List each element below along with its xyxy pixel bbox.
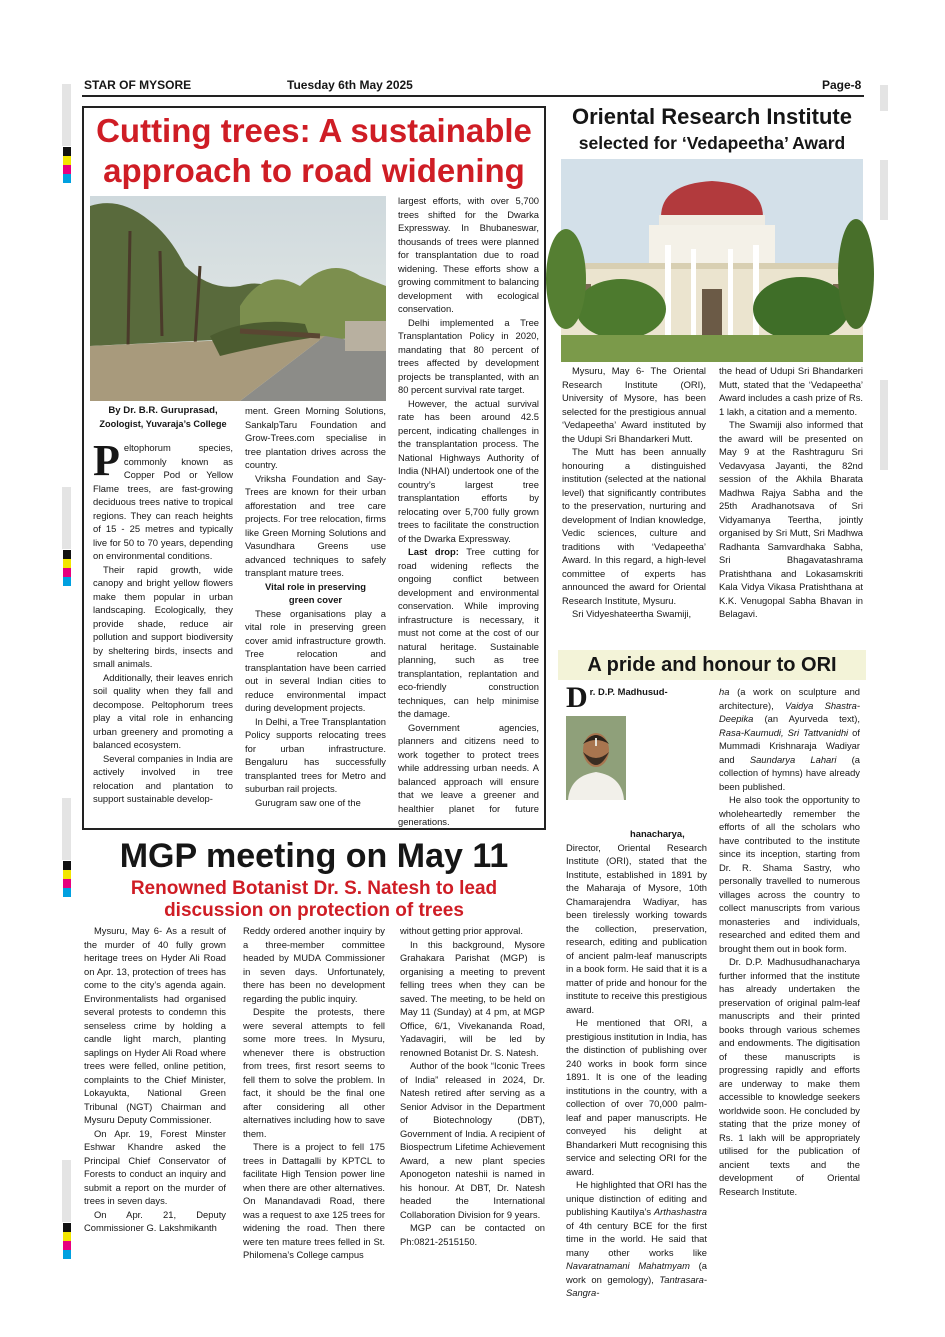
subhead-line: Renowned Botanist Dr. S. Natesh to lead [130,878,498,899]
registration-mark-cyan [63,577,71,586]
photo-doorway [702,289,722,335]
paragraph: On Apr. 21, Deputy Commissioner G. Lakshmikanth [84,1208,226,1233]
ori-building-photo [561,159,863,362]
paragraph: However, the actual survival rate has been around 42.5 percent, indicating challenges in the transplantation process. The National Highways Authority of India (NHAI) undertook one of the country’s largest tree transplantation efforts by relocating over 5,700 fully grown trees to facilitate the construction of the Dwarka Expressway. [398,397,539,544]
byline-name: By Dr. B.R. Guruprasad, [108,405,218,416]
photo-tree [576,279,666,339]
print-margin-strip-mid [62,487,71,549]
paragraph: Mysuru, May 6- As a result of the murder of 40 fully grown heritage trees on Hyder Ali Road on Apr. 13, protection of trees has come to the city’s agenda again. Environmentalists had organised several protests to condemn this senseless crime by holding a candle light march, planting saplings on Hyder Ali Road where trees were felled, online petition, complaints to the Chief Minister, Lokayukta, National Green Tribunal (NGT) Chairman and Mysuru Deputy Commissioner. [84,925,226,1125]
paragraph: MGP can be contacted on Ph:0821-2515150. [400,1222,545,1247]
paragraph: the head of Udupi Sri Bhandarkeri Mutt, stated that the ‘Vedapeetha’ Award includes a cash prize of Rs. 1 lakh, a citation and a memento. [719,365,863,417]
subhead-line: discussion on protection of trees [164,900,464,921]
photo-column [665,245,671,335]
registration-mark-magenta [63,568,71,577]
paragraph: Despite the protests, there were several attempts to fell some more trees. In Mysuru, whenever there is obstruction from trees, first resort seems to fell them to solve the problem. In fact, it should be the final one after considering all other alternatives including how to save them. [243,1006,385,1139]
headline-mgp-meeting: MGP meeting on May 11 [119,837,509,875]
photo-column [691,249,696,335]
paragraph: Gurugram saw one of the [255,796,361,808]
registration-mark-black [63,550,71,559]
right-margin-strip [880,380,888,470]
article1-column-3 [398,194,539,827]
photo-lawn [561,335,863,362]
portrait-float [566,715,630,827]
paragraph: Sri Vidyeshateertha Swamiji, [572,608,692,619]
paragraph: Last drop: Tree cutting for road widening reflects the ongoing conflict between development and environmental conservation. While improving infrastructure is necessary, it must not come at the cost of our natural heritage. Sustainable planning, such as tree transplantation, replantation and eco-friendly construction techniques, can help minimise the damage. [398,546,539,719]
article3-column-2 [719,364,863,644]
paragraph: Mysuru, May 6- The Oriental Research Institute (ORI), University of Mysore, has been selected for the prestigious annual ‘Vedapeetha’ Award instituted by the Udupi Sri Bhandarkeri Mutt. [562,365,706,444]
paragraph: Reddy ordered another inquiry by a three-member committee headed by MUDA Commissioner in seven days. Unfortunately, there has been no development regarding the public inquiry. [243,925,385,1004]
registration-mark-yellow [63,156,71,165]
photo-wall [345,321,386,351]
dropcap: D [566,681,588,714]
paragraph: The Mutt has been annually honouring a distinguished institution (selected at the national level) that significantly contributes to the preservation, nurturing and development of Indian knowledge, Vedic sciences, culture and traditions with ‘Vedapeetha’ Award. In this regard, a high-level committee of experts has announced the award for Oriental Research Institute, Mysuru. [562,446,706,606]
article3-column-1 [562,364,706,644]
paragraph: There is a project to fell 175 trees in Dattagalli by KPTCL to facilitate High Tension power line when there are other alternatives. On Manandavadi Road, there was a request to axe 125 trees for widening the road. Then there were ten mature trees felled in St. Philomena’s College campus [243,1141,385,1260]
paragraph: In this background, Mysore Grahakara Parishat (MGP) is organising a meeting to prevent felling trees when they can be saved. The meeting, to be held on May 11 (Sunday) at 4 pm, at MGP Office, 6/1, Vivekananda Road, Yadavagiri, will be led by renowned Botanist Dr. S. Natesh. [400,938,545,1058]
registration-mark-cyan [63,888,71,897]
paragraph: Government agencies, planners and citizens need to work together to protect trees while addressing urban needs. A balanced approach will ensure that we leave a greener and healthier planet for future generations. [398,721,539,827]
registration-mark-magenta [63,165,71,174]
registration-mark-cyan [63,174,71,183]
article2-column-1 [84,924,226,1264]
registration-mark-cyan [63,1250,71,1259]
dropcap: P [93,436,120,485]
right-margin-strip [880,160,888,220]
photo-dome-drum [659,215,765,225]
registration-mark-black [63,147,71,156]
article2-column-3 [400,924,545,1264]
headline-line: selected for ‘Vedapeetha’ Award [578,133,846,153]
article4-column-1 [566,681,707,1298]
photo-tree [546,229,586,329]
article4-column-2 [719,685,860,1250]
paragraph: On Apr. 19, Forest Minster Eshwar Khandre asked the Principal Chief Conservator of Forests to conduct an inquiry and submit a report on the murder of trees in seven days. [84,1127,226,1206]
article1-column-2 [245,404,386,824]
paragraph: ment. Green Morning Solutions, SankalpTaru Foundation and Grow-Trees.com specialise in tree plantation drives across the country. [245,405,386,470]
headline-line: Oriental Research Institute [572,104,852,129]
headline-pride-honour: A pride and honour to ORI [558,650,866,680]
paragraph: ha (a work on sculpture and architecture), Vaidya Shastra-Deepika (an Ayurveda text), Rasa-Kaumudi, Sri Tattvanidhi of Mummadi Krishnaraja Wadiyar and Saundarya Lahari (a collection of hymns) have already been published. [719,686,861,792]
registration-mark-yellow [63,870,71,879]
headline-line: approach to road widening [103,152,525,189]
registration-mark-black [63,1223,71,1232]
photo-roofline [561,263,863,269]
article1-column-1 [93,404,233,824]
paragraph: Dr. D.P. Madhusudhanacharya further informed that the institute has already undertaken the preservation of original palm-leaf manuscripts and their printed books through various schemes and endowments. The digitisation of these manuscripts is progressing rapidly and efforts are underway to make them accessible to knowledge seekers worldwide soon. He concluded by stating that the prize money of Rs. 1 lakh will be appropriately utilised for the publication of ancient texts and the development of Oriental Research Institute. [719,956,860,1197]
paragraph: Delhi implemented a Tree Transplantation Policy in 2020, mandating that 80 percent of trees affected by development projects be transplanted, with an 80 percent survival rate target. [398,316,539,395]
headline-line: Cutting trees: A sustainable [96,112,532,149]
print-margin-strip-lower [62,798,71,860]
print-margin-strip-bottom [62,1160,71,1222]
registration-mark-magenta [63,879,71,888]
page-number: Page-8 [822,78,862,92]
paragraph: largest efforts, with over 5,700 trees shifted for the Dwarka Expressway. In Bhubaneswar, thousands of trees were planned for transplantation due to road widening. These efforts show a growing commitment to balancing development with ecological conservation. [398,195,539,314]
photo-tree [838,219,874,329]
paragraph: Additionally, their leaves enrich soil quality when they fall and decompose. Peltophorum trees play a vital role in enhancing urban greenery and promoting a balanced ecosystem. [93,671,233,750]
headline-cutting-trees [84,111,544,191]
subhead-mgp-meeting [84,878,544,922]
right-margin-strip [880,85,888,111]
photo-column [728,249,733,335]
byline-role: Zoologist, Yuvaraja’s College [99,418,227,429]
subheading: Vital role in preserving green cover [265,580,366,605]
paragraph: without getting prior approval. [400,925,523,936]
registration-mark-magenta [63,1241,71,1250]
registration-mark-yellow [63,1232,71,1241]
registration-mark-yellow [63,559,71,568]
paragraph: Dr. D.P. Madhusud- hanacharya, Director, Oriental Research Institute (ORI), stated that the Institute, established in 1891 by the Maharaja of Mysore, 10th Chamarajendra Wadiyar, has been tirelessly working towards the collection, preservation, research, editing and publication of ancient palm-leaf manuscripts in a book form. He said that it is a matter of pride and honour for the institute to receive this prestigious award. [566,681,707,1015]
felled-trees-photo [90,196,386,401]
paragraph: Several companies in India are actively involved in tree relocation and plantation to support sustainable develop- [93,752,233,804]
newspaper-name: STAR OF MYSORE [84,78,192,92]
paragraph: These organisations play a vital role in preserving green cover amid infrastructure growth. Tree relocation and transplantation have been carried out in several Indian cities to reduce environmental impact during development projects. [245,607,386,713]
paragraph: The Swamiji also informed that the award will be presented on May 9 at the Rashtraguru Sri Vedavyasa Jayanti, the 82nd session of the Akhila Bharata Madhwa Rajya Sabha and the 25th Aradhanotsava of Sri Vidyamanya Teertha, jointly organised by Sri Mutt, Sri Madhwa Radhanta Samvardhaka Sabha, Sri Bhagavatashrama Pratishthana and Lokasamskriti Kala Vidya Vikasa Pratishthana at K.K. Venugopal Sabha Bhavan in Belagavi. [719,419,863,619]
paragraph: Vriksha Foundation and Say-Trees are known for their urban afforestation and tree care projects. For tree relocation, firms like Green Morning Solutions and Vasundhara Greens use advanced techniques to safely transplant mature trees. [245,472,386,578]
registration-mark-black [63,861,71,870]
photo-tree [753,277,849,341]
lead-in: Last drop: [408,546,459,557]
paragraph: He also took the opportunity to wholeheartedly remember the efforts of all the scholars who have contributed to the institute since its inception, starting from Dr. R. Shama Sastry, who personally travelled to numerous villages across the country to collect manuscripts from various monasteries and individuals, researched and edited them and brought them out in book form. [719,794,860,954]
masthead-rule [82,95,864,97]
paragraph: Author of the book “Iconic Trees of India” released in 2024, Dr. Natesh retired after serving as a Senior Advisor in the Department of Biotechnology (DBT), Government of India. A recipient of Biospectrum Lifetime Achievement Award, a new plant species Aponogeton nateshii is named in his honour. At DBT, Dr. Natesh headed the International Collaboration Division for 9 years. [400,1060,545,1220]
paragraph: Their rapid growth, wide canopy and bright yellow flowers make them popular in urban landscaping. Ecologically, they provide shade, reduce air pollution and support biodiversity by sheltering birds, insects and small animals. [93,563,233,669]
issue-date: Tuesday 6th May 2025 [287,78,413,92]
paragraph: He highlighted that ORI has the unique distinction of editing and publishing Kautilya’s Arthashastra of 4th century BCE for the first time in the world. He said that many other works like Navaratnamani Mahatmyam (a work on gemology), Tantrasara-Sangra- [566,1179,707,1298]
paragraph: He mentioned that ORI, a prestigious institution in India, has the distinction of publishing over 240 works in book form since 1891. It is one of the leading institutions in the country, with a collection of over 70,000 palm-leaf and paper manuscripts. He conveyed his delight at Bhandarkeri Mutt recognising this service and selecting ORI for the award. [566,1017,707,1177]
paragraph: In Delhi, a Tree Transplantation Policy supports relocating trees for urban infrastructure. Bengaluru has successfully transplanted trees for Metro and suburban rail projects. [245,715,386,794]
headline-ori-award [558,103,866,155]
paragraph: Peltophorum species, commonly known as Copper Pod or Yellow Flame trees, are fast-growing deciduous trees native to tropical regions. They can reach heights of 15 - 25 metres and typically live for 50 to 70 years, depending on environmental conditions. [93,436,233,561]
print-margin-strip-top [62,84,71,146]
article2-column-2 [243,924,385,1264]
